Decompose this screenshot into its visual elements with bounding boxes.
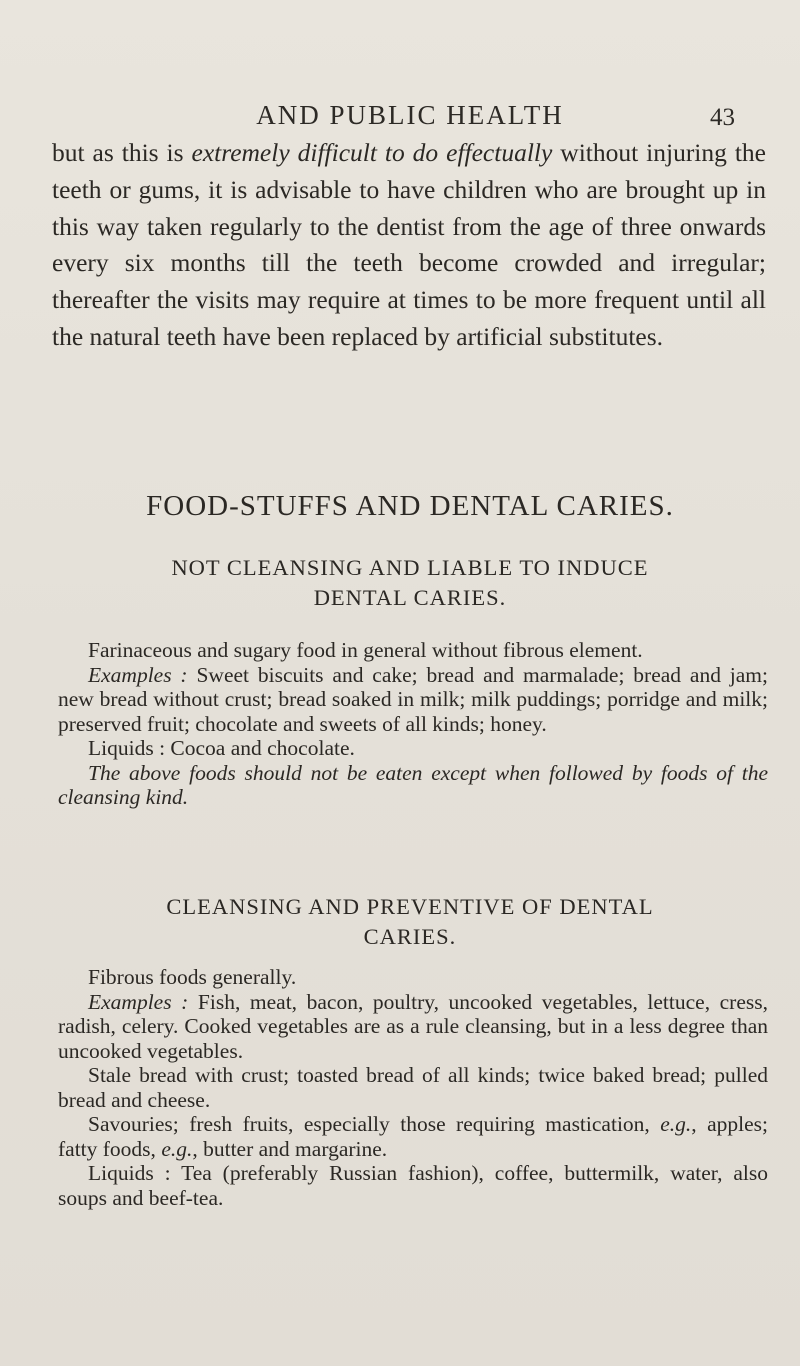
not-cleansing-paragraph-2	[58, 663, 768, 737]
section-title-cleansing-line1: CLEANSING AND PREVENTIVE OF DENTAL	[166, 894, 654, 919]
running-head	[50, 100, 770, 140]
eg-abbrev-2: e.g.	[161, 1136, 193, 1161]
cleansing-paragraph-1: Fibrous foods generally.	[88, 965, 297, 989]
not-cleansing-paragraph-4: The above foods should not be eaten except when followed by foods of the cleansing kind.	[58, 760, 768, 809]
not-cleansing-block	[58, 638, 768, 810]
cleansing-paragraph-2	[58, 990, 768, 1064]
savouries-text-b: , apples; fatty foods,	[58, 1112, 768, 1161]
cleansing-paragraph-5: Liquids : Tea (preferably Russian fashion), coffee, buttermilk, water, also soups and beef-tea.	[58, 1161, 768, 1210]
savouries-text-a: Savouries; fresh fruits, especially those requiring mastication,	[88, 1112, 661, 1136]
not-cleansing-paragraph-1: Farinaceous and sugary food in general without fibrous element.	[88, 638, 643, 662]
intro-paragraph	[52, 135, 766, 356]
section-title-not-cleansing-line1: NOT CLEANSING AND LIABLE TO INDUCE	[171, 555, 649, 580]
cleansing-block	[58, 965, 768, 1210]
section-title-not-cleansing	[50, 553, 770, 613]
section-title-cleansing	[50, 892, 770, 952]
section-title-not-cleansing-line2: DENTAL CARIES.	[313, 585, 507, 610]
eg-abbrev-1: e.g.	[660, 1112, 692, 1136]
running-head-title: AND PUBLIC HEALTH	[256, 100, 564, 130]
examples-label: Examples :	[88, 662, 188, 687]
intro-rest: without injuring the teeth or gums, it is advisable to have children who are brought up in this way taken regularly to the dentist from the age of three onwards every six months till the teeth become crowded and irregular; thereafter the visits may require at times to be more frequent until all the natural teeth have been replaced by artificial substitutes.	[52, 138, 767, 351]
examples-text: Sweet biscuits and cake; bread and marmalade; bread and jam; new bread without crust; bread soaked in milk; milk puddings; porridge and milk; preserved fruit; chocolate and sweets of all kinds; honey.	[58, 662, 769, 736]
page-number: 43	[710, 104, 735, 131]
not-cleansing-paragraph-3: Liquids : Cocoa and chocolate.	[88, 736, 355, 760]
section-title-food-stuffs: FOOD-STUFFS AND DENTAL CARIES.	[146, 490, 674, 522]
examples-text: Fish, meat, bacon, poultry, uncooked vegetables, lettuce, cress, radish, celery. Cooked vegetables are as a rule cleansing, but in a less degree than uncooked vegetables.	[58, 989, 768, 1063]
examples-label: Examples :	[88, 989, 189, 1014]
intro-lead: but as this is	[52, 138, 192, 167]
section-title-cleansing-line2: CARIES.	[363, 924, 457, 949]
cleansing-paragraph-3: Stale bread with crust; toasted bread of all kinds; twice baked bread; pulled bread and cheese.	[58, 1063, 768, 1112]
cleansing-paragraph-4	[58, 1112, 768, 1161]
intro-emphasis: extremely difficult to do effectually	[191, 138, 553, 167]
savouries-text-c: , butter and margarine.	[192, 1136, 388, 1161]
